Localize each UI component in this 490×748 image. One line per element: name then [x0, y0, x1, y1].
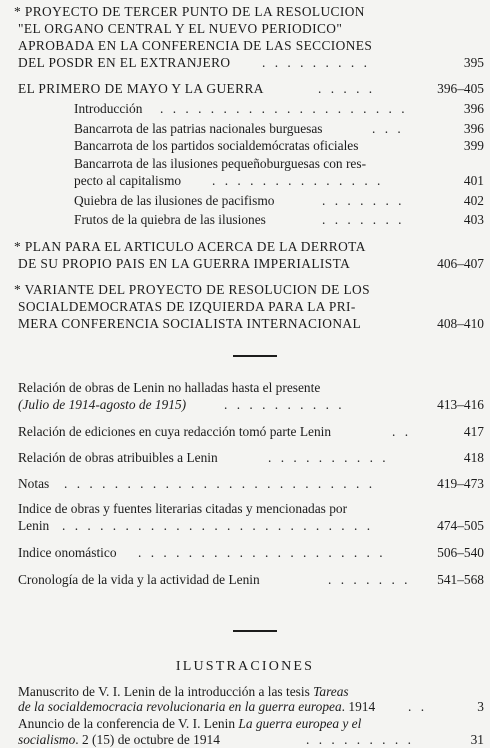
appendix-page: 541–568: [437, 572, 484, 587]
illustration-leader: . . . . . . . . .: [306, 732, 414, 747]
toc-item-leader: . . . . . . . . . . . . . . . . . . . .: [160, 101, 408, 116]
appendix-page: 417: [463, 424, 484, 439]
appendix-text: Indice onomástico: [18, 545, 117, 560]
appendix-page: 413–416: [437, 397, 484, 412]
toc-s1-line4: DEL POSDR EN EL EXTRANJERO: [18, 55, 231, 70]
appendix-text: Relación de obras atribuibles a Lenin: [18, 450, 218, 465]
toc-item-page: 396: [463, 121, 484, 136]
toc-s2-leader: . . . . .: [318, 81, 376, 96]
section-divider: [233, 630, 277, 632]
toc-item-text-cont: pecto al capitalismo: [74, 173, 182, 188]
toc-s3-page: 406–407: [437, 256, 484, 271]
toc-item-leader: . . .: [372, 121, 404, 136]
appendix-leader: . . . . . . .: [328, 572, 411, 587]
illustration-page: 3: [477, 699, 484, 714]
illustration-page: 31: [470, 732, 484, 747]
illustration-text-cont: socialismo. 2 (15) de octubre de 1914: [18, 732, 220, 747]
appendix-text: Relación de obras de Lenin no halladas hasta el presente: [18, 380, 321, 395]
appendix-text: Notas: [18, 476, 50, 491]
appendix-page: 419–473: [437, 476, 484, 491]
appendix-leader: . . . . . . . . . .: [268, 450, 389, 465]
appendix-page: 506–540: [437, 545, 484, 560]
appendix-text-cont: Lenin: [18, 518, 50, 533]
toc-s1-page: 395: [463, 55, 484, 70]
toc-item-text: Bancarrota de las patrias nacionales burguesas: [74, 121, 323, 136]
toc-item-leader: . . . . . . .: [322, 212, 405, 227]
toc-s4-page: 408–410: [437, 316, 484, 331]
appendix-text: Cronología de la vida y la actividad de Lenin: [18, 572, 260, 587]
toc-item-text: Quiebra de las ilusiones de pacifismo: [74, 193, 275, 208]
toc-s1-line3: APROBADA EN LA CONFERENCIA DE LAS SECCIONES: [18, 38, 373, 53]
appendix-leader: . . . . . . . . . . . . . . . . . . . .: [138, 545, 386, 560]
appendix-text-cont: (Julio de 1914-agosto de 1915): [18, 397, 187, 412]
appendix-leader: . .: [392, 424, 412, 439]
illustration-leader: . .: [408, 699, 428, 714]
illustrations-heading: ILUSTRACIONES: [175, 659, 315, 674]
appendix-text: Relación de ediciones en cuya redacción tomó parte Lenin: [18, 424, 332, 439]
appendix-leader: . . . . . . . . . . . . . . . . . . . . . . . . .: [64, 476, 376, 491]
appendix-leader: . . . . . . . . . .: [224, 397, 345, 412]
appendix-page: 418: [463, 450, 484, 465]
illustration-text: Anuncio de la conferencia de V. I. Lenin La guerra europea y el: [18, 716, 362, 731]
toc-item-text: Bancarrota de los partidos socialdemócratas oficiales: [74, 138, 359, 153]
toc-item-text: Bancarrota de las ilusiones pequeñoburguesas con res-: [74, 156, 367, 171]
toc-s1-line2: "EL ORGANO CENTRAL Y EL NUEVO PERIODICO": [18, 21, 343, 36]
toc-item-leader: . . . . . . .: [322, 193, 405, 208]
appendix-leader: . . . . . . . . . . . . . . . . . . . . . . . . .: [62, 518, 374, 533]
toc-item-page: 402: [463, 193, 484, 208]
illustration-text: Manuscrito de V. I. Lenin de la introducción a las tesis Tareas: [18, 684, 349, 699]
toc-s2-title: EL PRIMERO DE MAYO Y LA GUERRA: [18, 81, 264, 96]
toc-s3-line2: DE SU PROPIO PAIS EN LA GUERRA IMPERIALISTA: [18, 256, 351, 271]
toc-item-text: Introducción: [74, 101, 143, 116]
toc-s4-line1: * VARIANTE DEL PROYECTO DE RESOLUCION DE LOS: [14, 282, 370, 297]
illustration-text-cont: de la socialdemocracia revolucionaria en la guerra europea. 1914: [18, 699, 376, 714]
appendix-page: 474–505: [437, 518, 484, 533]
toc-s1-leader: . . . . . . . . .: [262, 55, 370, 70]
toc-item-page: 403: [463, 212, 484, 227]
appendix-text: Indice de obras y fuentes literarias citadas y mencionadas por: [18, 501, 348, 516]
toc-s4-line2: SOCIALDEMOCRATAS DE IZQUIERDA PARA LA PRI-: [18, 299, 356, 314]
toc-item-page: 399: [463, 138, 484, 153]
toc-item-page: 396: [463, 101, 484, 116]
section-divider: [233, 355, 277, 357]
toc-s4-line3: MERA CONFERENCIA SOCIALISTA INTERNACIONAL: [18, 316, 362, 331]
toc-s2-page: 396–405: [437, 81, 484, 96]
toc-s1-line1: * PROYECTO DE TERCER PUNTO DE LA RESOLUCION: [14, 4, 365, 19]
toc-item-leader: . . . . . . . . . . . . . .: [212, 173, 384, 188]
toc-item-text: Frutos de la quiebra de las ilusiones: [74, 212, 266, 227]
toc-s3-line1: * PLAN PARA EL ARTICULO ACERCA DE LA DERROTA: [14, 239, 366, 254]
toc-item-page: 401: [463, 173, 484, 188]
